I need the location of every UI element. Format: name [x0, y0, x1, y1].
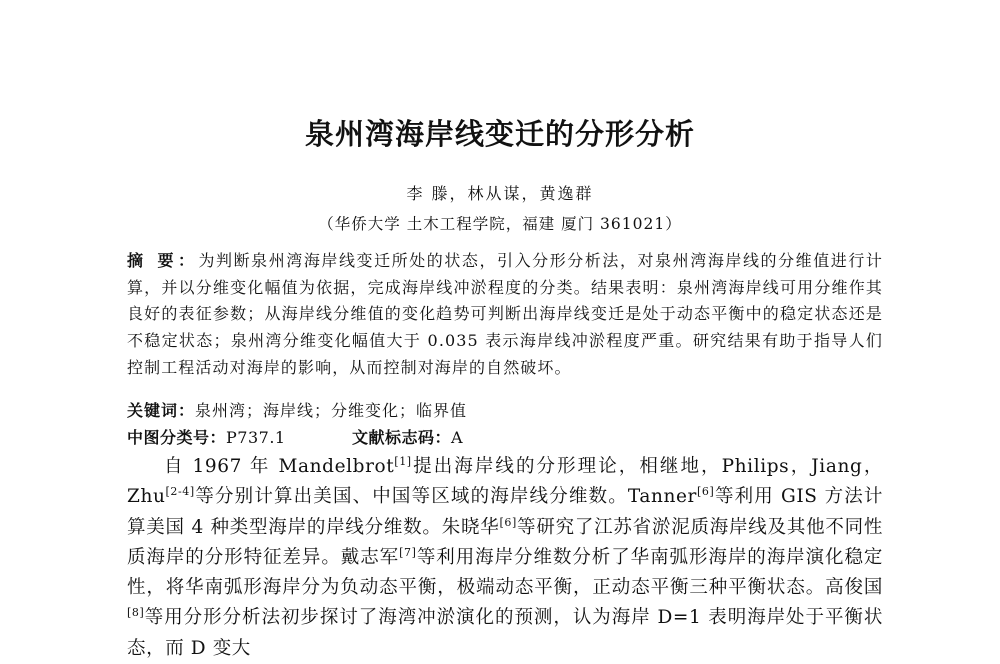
body-text-segment: 提出海岸线的分形理论，相继地，Philips，Jiang，Zhu	[127, 456, 883, 508]
citation-ref: [1]	[394, 454, 412, 468]
classification-value: P737.1	[226, 428, 286, 447]
abstract-label: 摘 要：	[127, 251, 199, 270]
keywords-label: 关键词：	[127, 401, 196, 420]
abstract-text: 为判断泉州湾海岸线变迁所处的状态，引入分形分析法，对泉州湾海岸线的分维值进行计算，并以分维变化幅值为依据，完成海岸线冲淤程度的分类。结果表明：泉州湾海岸线可用分维作其良好的表征参数；从海岸线分维值的变化趋势可判断出海岸线变迁是处于动态平衡中的稳定状态还是不稳定状态；泉州湾分维变化幅值大于 0.035 表示海岸线冲淤程度严重。研究结果有助于指导人们控制工程活动对海岸的影响，从而控制对海岸的自然破坏。	[127, 251, 883, 377]
citation-ref: [6]	[499, 515, 517, 529]
citation-ref: [8]	[127, 606, 145, 620]
citation-ref: [2-4]	[165, 485, 195, 499]
doc-code-value: A	[451, 428, 464, 447]
document-code	[352, 425, 463, 448]
paper-title: 泉州湾海岸线变迁的分形分析	[304, 117, 695, 151]
abstract	[127, 248, 883, 382]
body-text-segment: 等用分形分析法初步探讨了海湾冲淤演化的预测，认为海岸 D=1 表明海岸处于平衡状态，而 D 变大	[127, 607, 883, 659]
author-list: 李 滕，林从谋，黄逸群	[406, 184, 594, 203]
citation-ref: [6]	[697, 485, 715, 499]
body-text-segment: 等利用 GIS 方法计算美国 4 种类型海岸的岸线分维数。朱晓华	[127, 486, 884, 538]
affiliation: （华侨大学 土木工程学院，福建 厦门 361021）	[318, 215, 682, 233]
classification-label: 中图分类号：	[127, 428, 227, 447]
body-text-segment: 自 1967 年 Mandelbrot	[164, 456, 395, 477]
doc-code-label: 文献标志码：	[352, 428, 452, 447]
keywords	[127, 398, 467, 421]
keywords-text: 泉州湾；海岸线；分维变化；临界值	[195, 401, 468, 420]
body-text-segment: 等利用海岸分维数分析了华南弧形海岸的海岸演化稳定性，将华南弧形海岸分为负动态平衡，极端动态平衡，正动态平衡三种平衡状态。高俊国	[127, 546, 884, 599]
body-text-segment: 等分别计算出美国、中国等区域的海岸线分维数。Tanner	[194, 486, 698, 508]
body-paragraph	[127, 452, 883, 664]
body-text-segment: 等研究了江苏省淤泥质海岸线及其他不同性质海岸的分形特征差异。戴志军	[127, 516, 883, 568]
citation-ref: [7]	[399, 545, 417, 559]
classification-number	[127, 425, 286, 448]
